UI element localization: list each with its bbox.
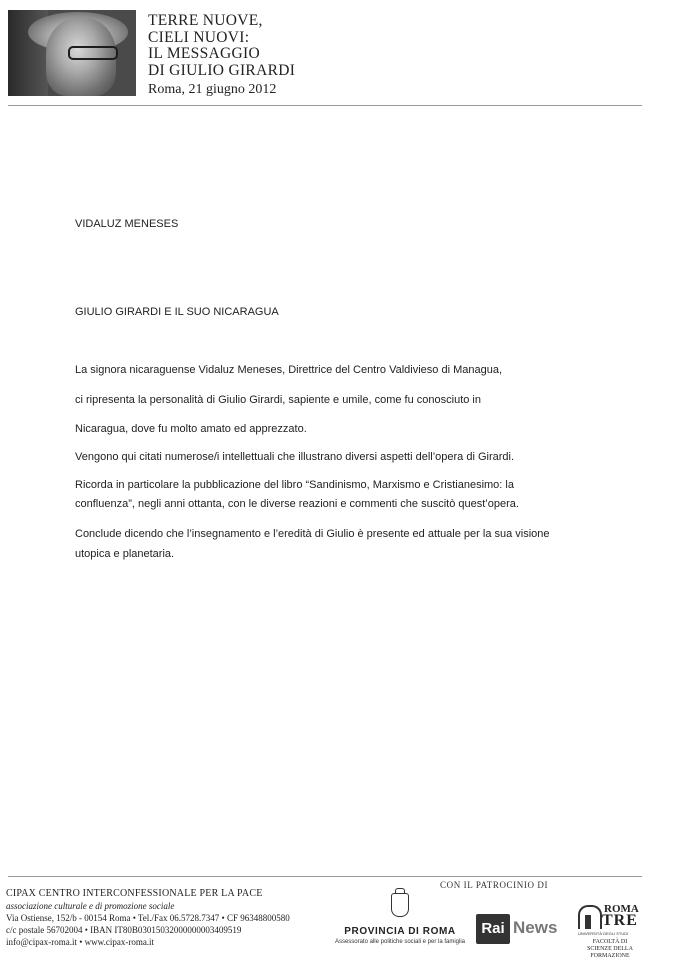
rai-news-logo (476, 914, 564, 944)
roma-tre-logo (578, 903, 642, 959)
footer-divider (8, 876, 642, 877)
org-subtitle: associazione culturale e di promozione sociale (6, 901, 175, 911)
header-title-line-1: TERRE NUOVE, (148, 12, 263, 29)
org-contacts: info@cipax-roma.it • www.cipax-roma.it (6, 937, 155, 947)
body-line-6: confluenza”, negli anni ottanta, con le diverse reazioni e commenti che suscitò quest’opera. (75, 498, 519, 510)
org-address: Via Ostiense, 152/b - 00154 Roma • Tel./Fax 06.5728.7347 • CF 96348800580 (6, 913, 290, 923)
roma-tre-roma: ROMA (604, 903, 639, 915)
header-title (148, 13, 295, 79)
body-line-7: Conclude dicendo che l’insegnamento e l’eredità di Giulio è presente ed attuale per la sua visione (75, 528, 550, 540)
roma-tre-tre: TRE (602, 912, 638, 929)
roma-tre-university: UNIVERSITÀ DEGLI STUDI (578, 931, 629, 936)
roma-tre-faculty: FACOLTÀ DI SCIENZE DELLA FORMAZIONE (587, 939, 633, 959)
section-heading: GIULIO GIRARDI E IL SUO NICARAGUA (75, 306, 279, 318)
header-title-line-4: DI GIULIO GIRARDI (148, 61, 296, 79)
header-date: Roma, 21 giugno 2012 (148, 82, 277, 97)
footer-contact-block (6, 888, 290, 948)
provincia-subtitle: Assessorato alle politiche sociali e per la famiglia (334, 939, 466, 945)
org-name: CIPAX CENTRO INTERCONFESSIONALE PER LA PACE (6, 888, 263, 899)
provincia-crest-icon (391, 893, 409, 917)
body-line-1: La signora nicaraguense Vidaluz Meneses, Direttrice del Centro Valdivieso di Managua, (75, 364, 503, 376)
roma-tre-arch-icon (578, 905, 602, 929)
rai-logo-box: Rai (476, 914, 510, 944)
provincia-name: PROVINCIA DI ROMA (344, 926, 456, 937)
provincia-logo (330, 893, 470, 945)
rai-news-word: News (513, 918, 558, 937)
author-name: VIDALUZ MENESES (75, 218, 179, 230)
header-title-line-2: CIELI NUOVI: (148, 28, 250, 46)
body-line-4: Vengono qui citati numerose/i intellettuali che illustrano diversi aspetti dell’opera di Girardi. (75, 451, 515, 463)
body-line-8: utopica e planetaria. (75, 548, 175, 560)
header-title-line-3: IL MESSAGGIO (148, 45, 260, 62)
org-postal: c/c postale 56702004 • IBAN IT80B03015032000000003409519 (6, 925, 242, 935)
patrocinio-label: CON IL PATROCINIO DI (440, 880, 549, 890)
body-line-5: Ricorda in particolare la pubblicazione del libro “Sandinismo, Marxismo e Cristianesimo: la (75, 479, 514, 491)
body-line-2: ci ripresenta la personalità di Giulio Girardi, sapiente e umile, come fu conosciuto in (75, 394, 481, 406)
header-divider (8, 105, 642, 106)
body-line-3: Nicaragua, dove fu molto amato ed apprezzato. (75, 423, 307, 435)
author-photo (8, 10, 136, 96)
